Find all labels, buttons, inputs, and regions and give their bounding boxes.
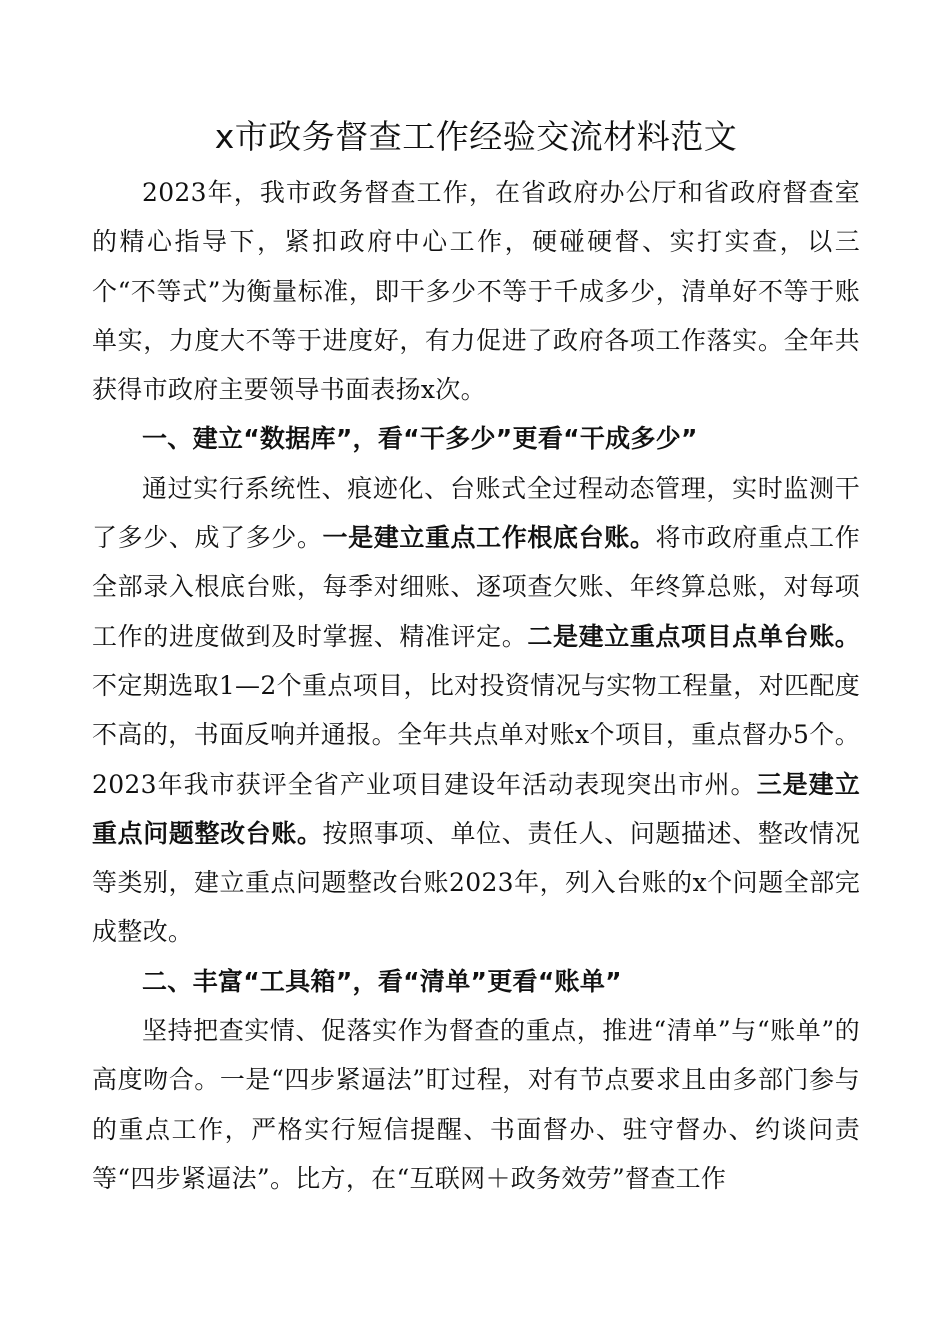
section-2-heading: 二、丰富“工具箱”，看“清单”更看“账单” — [142, 966, 622, 996]
section-1-point-1: 一是建立重点工作根底台账。 — [322, 523, 656, 553]
intro-paragraph: 2023年，我市政务督查工作，在省政府办公厅和省政府督查室的精心指导下，紧扣政府中心工作，硬碰硬督、实打实查，以三个“不等式”为衡量标准，即干多少不等于千成多少，清单好不等于账单实，力度大不等于进度好，有力促进了政府各项工作落实。全年共获得市政府主要领导书面表扬x次。 — [92, 178, 860, 405]
section-1-point-3: 三是建立重点问题整改台账。 — [92, 769, 860, 848]
section-1-text-g: 按照事项、单位、责任人、问题描述、整改情况等类别，建立重点问题整改台账2023年，列入台账的x个问题全部完成整改。 — [92, 818, 860, 947]
section-1-point-2: 二是建立重点项目点单台账。 — [527, 621, 860, 651]
section-1-text-a: 通过实行系统性、痕迹化、台账式全过程动态管理，实时监测干了多少、成了多少。 — [92, 473, 860, 553]
section-2-paragraph: 坚持把查实情、促落实作为督查的重点，推进“清单”与“账单”的高度吻合。一是“四步紧逼法”盯过程，对有节点要求且由多部门参与的重点工作，严格实行短信提醒、书面督办、驻守督办、约谈问责等“四步紧逼法”。比方，在“互联网＋政务效劳”督查工作 — [92, 1016, 860, 1193]
section-1-text-e: 不定期选取1—2个重点项目，比对投资情况与实物工程量，对匹配度不高的，书面反响并通报。全年共点单对账x个项目，重点督办5个。2023年我市获评全省产业项目建设年活动表现突出市州。 — [92, 670, 860, 799]
document-title: x市政务督查工作经验交流材料范文 — [214, 117, 738, 156]
section-1-paragraph — [92, 464, 860, 957]
document-page — [92, 112, 860, 1203]
section-1-heading: 一、建立“数据库”，看“干多少”更看“干成多少” — [142, 424, 698, 454]
section-1-text-c: 将市政府重点工作全部录入根底台账，每季对细账、逐项查欠账、年终算总账，对每项工作的进度做到及时掌握、精准评定。 — [92, 523, 861, 651]
